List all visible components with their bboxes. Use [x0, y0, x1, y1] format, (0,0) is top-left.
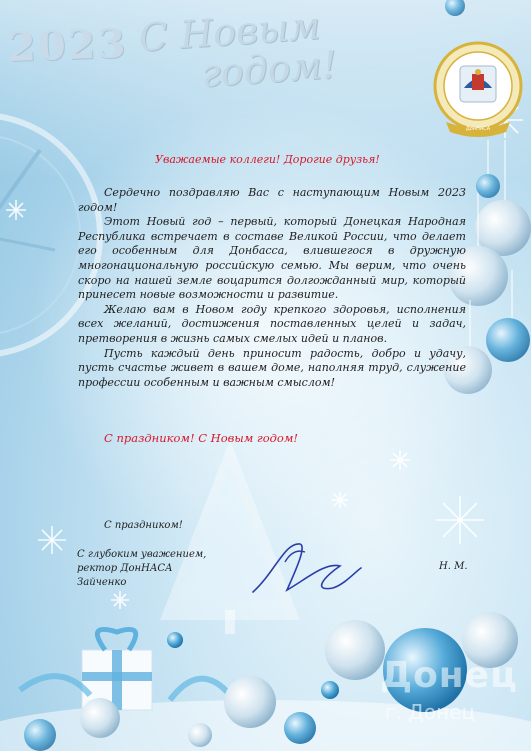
greeting-line-2: годом!: [199, 42, 339, 96]
signature-line-regards: С глубоким уважением,: [77, 549, 207, 560]
signature-line-title: ректор ДонНАСА: [77, 562, 173, 574]
paragraph-new-year: Этот Новый год – первый, который Донецкая Народная Республика встречает в составе Великой России, что делает его особенным для Донбасса, влившегося в дружную многонациональную российскую семью. Мы верим, что очень скоро на нашей земле воцарится долгожданный мир, который принесет новые возможности и развитие.: [78, 215, 466, 302]
holiday-wish: С праздником! С Новым годом!: [104, 431, 298, 445]
paragraph-joy: Пусть каждый день приносит радость, добро и удачу, пусть счастье живет в вашем доме, наполняя труд, служение профессии особенным и важным смыслом!: [78, 346, 466, 389]
paragraph-wishes: Желаю вам в Новом году крепкого здоровья, исполнения всех желаний, достижения поставленных целей и задач, претворения в жизнь самых смелых идей и планов.: [78, 302, 466, 345]
greeting-line-1: С Новым: [137, 3, 322, 61]
closing-line: С праздником!: [104, 520, 183, 531]
handwritten-signature: [245, 532, 365, 612]
signer-initials: Н. М.: [439, 561, 468, 572]
watermark-logo: Донец: [380, 655, 518, 696]
salutation: Уважаемые коллеги! Дорогие друзья!: [155, 153, 380, 166]
emblem-caption: ДонНАСА: [465, 126, 491, 132]
letter-paragraphs: [78, 186, 466, 390]
signature-line-surname: Зайченко: [77, 576, 127, 588]
paragraph-greeting: Сердечно поздравляю Вас с наступающим Новым 2023 годом!: [78, 186, 466, 214]
watermark-subtext: г. Донец: [385, 700, 476, 724]
header-year: 2023: [7, 19, 129, 72]
signature-block: [77, 548, 206, 589]
